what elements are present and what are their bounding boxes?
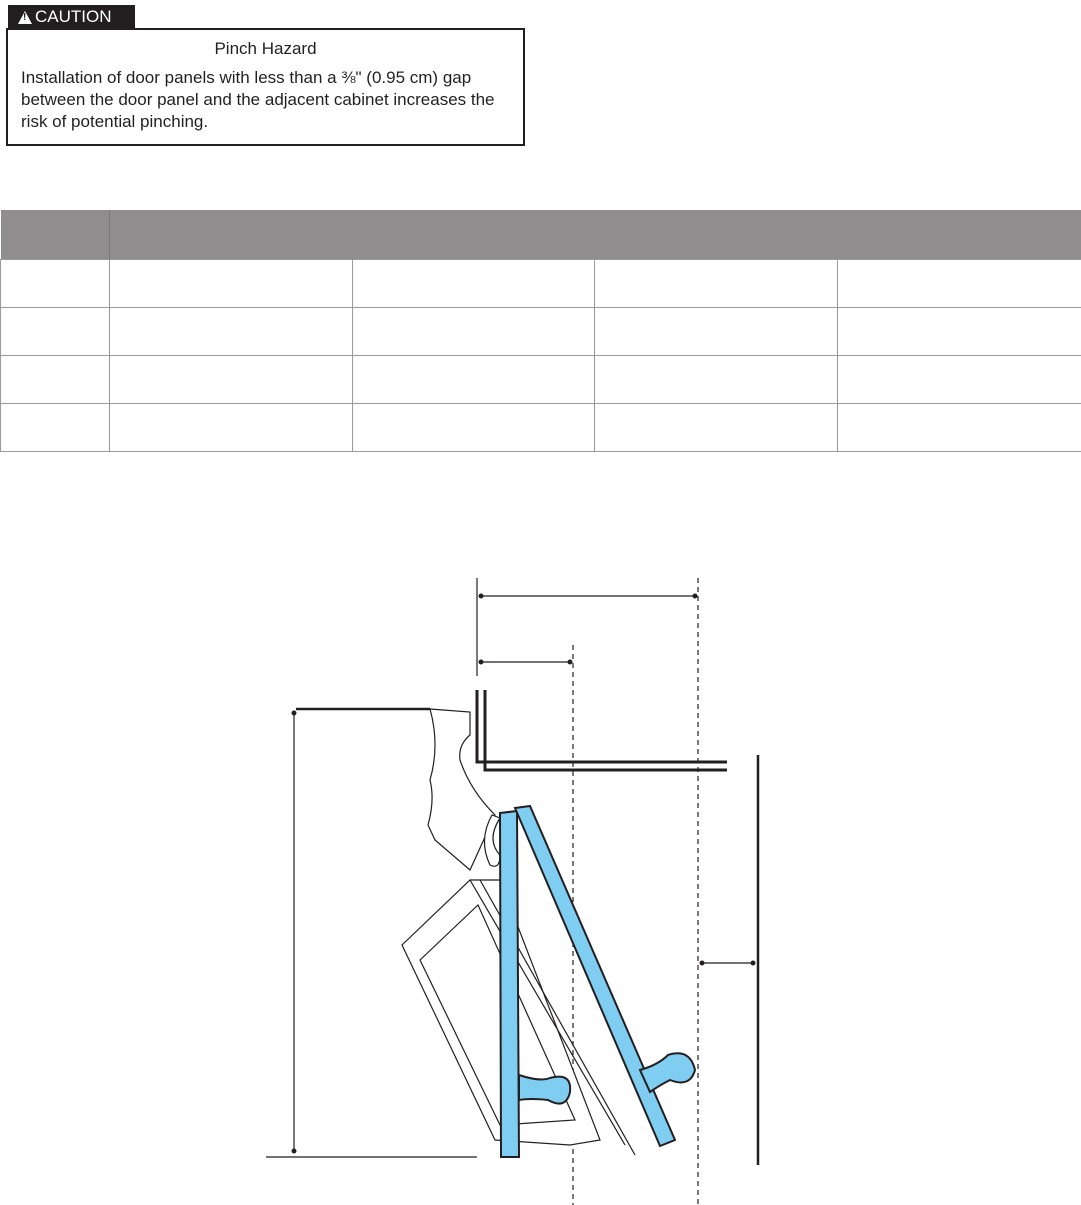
table-cell [838,260,1081,308]
caution-label-text: CAUTION [35,7,112,26]
door-swing-diagram [0,560,1081,1205]
caution-body: Installation of door panels with less than a ⅜" (0.95 cm) gap between the door panel and the adjacent cabinet increases the risk of potential pinching. [21,68,495,131]
dimension-dot [479,660,484,665]
table-row [1,260,1081,308]
cabinet-wall [477,690,727,770]
table-row [1,308,1081,356]
table-cell [353,404,595,452]
dimension-table [0,210,1081,452]
table-cell [595,260,838,308]
dimension-dot [700,961,705,966]
table-cell [110,260,353,308]
door-panel-closed [500,811,519,1157]
caution-title: Pinch Hazard [214,39,317,58]
table-header-cell [1,210,110,260]
dimension-dot [479,594,484,599]
table-row [1,356,1081,404]
table-cell [838,404,1081,452]
table-cell [353,260,595,308]
warning-triangle-icon [18,11,32,24]
table-cell [353,308,595,356]
table-cell [595,356,838,404]
table-header-row [1,210,1081,260]
table-cell [838,356,1081,404]
table-cell [838,308,1081,356]
table-cell [353,356,595,404]
dimension-dot [568,660,573,665]
table-cell [110,404,353,452]
table-cell [110,356,353,404]
table-cell [595,308,838,356]
caution-box [6,28,525,146]
handle-open [640,1053,695,1092]
dimension-dot [292,1149,297,1154]
dimension-dot [292,711,297,716]
table-cell [1,404,110,452]
handle-closed [519,1075,570,1104]
dimension-dot [693,594,698,599]
caution-label [8,5,135,29]
table-cell [1,356,110,404]
table-cell [1,260,110,308]
table-cell [1,308,110,356]
table-cell [110,308,353,356]
table-cell [595,404,838,452]
table-row [1,404,1081,452]
table-header-cell [110,210,1081,260]
dimension-dot [751,961,756,966]
